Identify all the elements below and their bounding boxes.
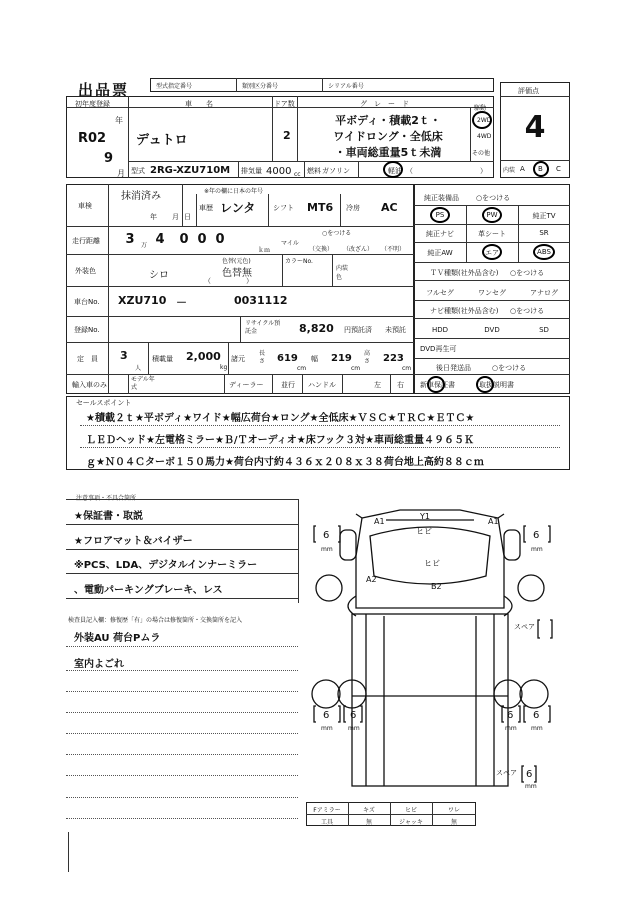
- month-unit: 月: [117, 169, 125, 178]
- paren-close: ）: [480, 167, 487, 175]
- inspector-line: 外装AU 荷台Pムラ: [74, 633, 161, 644]
- mileage-digit: 3: [125, 232, 135, 247]
- tire-mm-unit: mm: [348, 725, 360, 732]
- table-cell: 無: [365, 819, 372, 826]
- insp-year: 年: [150, 213, 157, 221]
- recycle-value: 8,820: [299, 322, 334, 335]
- height-label: 高さ: [364, 350, 371, 365]
- grade-line: ・車両総重量5ｔ未満: [334, 146, 442, 159]
- sales-label: セールスポイント: [76, 399, 132, 407]
- height-unit: cm: [402, 365, 412, 372]
- table-cell: ジャッキ: [399, 819, 423, 826]
- miles-label: マイル: [281, 240, 299, 247]
- damage-mark: A1: [374, 517, 385, 526]
- color-no-label: 色替(元色): [222, 258, 251, 265]
- tv-title: ＴＶ種類(社外品含む): [430, 269, 499, 277]
- class-no-label: 類別区分番号: [242, 83, 279, 90]
- recycle-unit: 円預託済: [344, 326, 372, 334]
- interior-opt-c: C: [556, 165, 561, 173]
- drive-4wd: 4WD: [477, 133, 492, 140]
- car-name-label: 車 名: [185, 100, 213, 108]
- length-unit: cm: [297, 365, 307, 372]
- spare-label: スペア: [514, 623, 535, 631]
- displacement: 4000: [266, 166, 292, 177]
- equip-abs: ABS: [537, 248, 551, 256]
- load-unit: kg: [220, 364, 228, 371]
- damage-mark: A1: [488, 517, 499, 526]
- mileage-digit: 0: [215, 232, 225, 247]
- mileage-digits: [118, 230, 238, 250]
- color-change: 色替無: [222, 268, 252, 279]
- tv-analog: アナログ: [530, 289, 558, 297]
- chassis-label: 車台No.: [74, 298, 100, 306]
- first-reg-year: R02: [78, 131, 107, 146]
- length-value: 619: [277, 353, 298, 364]
- table-header: キズ: [363, 807, 375, 814]
- man-unit: 万: [141, 242, 148, 249]
- equip-air: エア: [485, 249, 499, 257]
- table-cell: 無: [450, 819, 457, 826]
- later-title: 後日発送品: [436, 364, 471, 372]
- meter-exchanged: （交換）: [309, 246, 334, 253]
- exterior-color: シロ: [149, 270, 169, 281]
- navi-sd: SD: [539, 326, 549, 334]
- interior-opt-a: A: [520, 165, 525, 173]
- damage-mark: B2: [431, 582, 442, 591]
- capacity-unit: 人: [135, 365, 142, 372]
- equip-pw-circle: [482, 207, 502, 223]
- load-value: 2,000: [186, 350, 221, 363]
- ac-label: 冷房: [346, 204, 360, 212]
- shift-label: シフト: [273, 204, 294, 212]
- equip-abs-circle: [533, 244, 555, 260]
- equip-air-circle: [482, 244, 502, 260]
- mileage-digit: 0: [179, 232, 189, 247]
- load-label: 積載量: [152, 355, 173, 363]
- navi-hint: ○をつける: [510, 307, 545, 315]
- spare-label: スペア: [496, 769, 517, 777]
- dims-label: 諸元: [231, 355, 245, 363]
- history-value: レンタ: [220, 201, 256, 215]
- note-line: 、電動パーキングブレーキ、レス: [74, 585, 223, 596]
- insp-day: 日: [184, 213, 191, 221]
- year-unit: 年: [115, 116, 123, 125]
- score-value: 4: [524, 110, 546, 145]
- inspector-label: 検査員記入欄：修復歴「有」の場合は修復箇所・交換箇所を記入: [68, 617, 243, 624]
- equip-navi: 純正ナビ: [426, 230, 454, 238]
- tire-mm-unit: mm: [525, 783, 537, 790]
- meter-tampered: （改ざん）: [343, 246, 374, 253]
- door-count: 2: [283, 129, 291, 142]
- grade-label: グ レ ー ド: [360, 100, 409, 108]
- displacement-label: 排気量: [241, 167, 262, 175]
- interior-score-label: 内装: [503, 167, 516, 174]
- drive-label: 駆動: [474, 105, 487, 112]
- color-label: 外装色: [75, 267, 96, 275]
- capacity-value: 3: [120, 349, 128, 362]
- import-label: 輸入車のみ: [72, 381, 107, 389]
- grade-line: 平ボディ・積載2ｔ・: [335, 114, 441, 127]
- tire-depth: 6: [507, 710, 514, 721]
- car-name: デュトロ: [136, 133, 188, 148]
- dvd-playback: DVD再生可: [420, 345, 457, 353]
- equip-tv: 純正TV: [532, 212, 556, 220]
- tire-mm-unit: mm: [321, 725, 333, 732]
- color-no2-label: カラーNo.: [285, 258, 313, 265]
- reg-label: 登録No.: [74, 326, 100, 334]
- later-warranty: 新車保証書: [420, 381, 455, 389]
- tire-rear-left: [312, 680, 340, 708]
- tire-depth: 6: [323, 710, 330, 721]
- doors-label: ドア数: [274, 100, 295, 108]
- tire-front-right: [518, 575, 544, 601]
- interior-opt-b: B: [538, 165, 543, 173]
- model-code: 2RG-XZU710M: [150, 165, 231, 176]
- model-label: 型式: [131, 167, 145, 175]
- handle-left: 左: [374, 381, 381, 389]
- note-line: ★フロアマット＆バイザー: [74, 536, 193, 547]
- shift-value: MT6: [307, 201, 334, 214]
- tire-mm-unit: mm: [321, 546, 333, 553]
- tire-front-left: [316, 575, 342, 601]
- tire-depth: 6: [350, 710, 357, 721]
- table-header: ヒビ: [404, 807, 417, 814]
- navi-title: ナビ種類(社外品含む): [430, 307, 499, 315]
- navi-hdd: HDD: [431, 326, 449, 334]
- fuel-label: 燃料: [307, 167, 321, 175]
- inspection-status: 抹消済み: [121, 191, 161, 202]
- chassis-number: 0031112: [234, 294, 288, 307]
- drive-other: その他: [472, 150, 491, 157]
- paren-open: （: [406, 167, 413, 175]
- inspection-label: 車検: [78, 202, 92, 210]
- sales-line: ＬＥＤヘッド★左電格ミラー★Ｂ/Ｔオーディオ★床フック３対★車両総重量４９６５Ｋ: [86, 435, 475, 446]
- chassis-prefix: XZU710: [118, 294, 167, 307]
- height-value: 223: [383, 353, 404, 364]
- tire-mm-unit: mm: [531, 546, 543, 553]
- ac-value: AC: [381, 201, 398, 214]
- recycle-label: リサイクル預託金: [245, 320, 281, 335]
- equip-ps-circle: [430, 207, 450, 223]
- color-paren: （ ）: [204, 277, 253, 285]
- note-line: ※PCS、LDA、デジタルインナーミラー: [74, 560, 258, 571]
- damage-mark: ヒビ: [424, 559, 440, 568]
- insp-note: ※年の欄に日本の年号: [204, 188, 264, 195]
- insp-month: 月: [172, 213, 179, 221]
- cc-unit: cc: [294, 171, 301, 178]
- table-header: Fアミラー: [313, 807, 341, 814]
- mileage-digit: 4: [155, 232, 165, 247]
- history-label: 車歴: [199, 204, 213, 212]
- tire-depth: 6: [533, 530, 540, 541]
- serial-label: シリアル番号: [328, 83, 364, 90]
- damage-mark: A2: [366, 575, 377, 584]
- tv-fullseg: フルセグ: [426, 289, 454, 297]
- length-label: 長さ: [259, 350, 266, 365]
- fuel-selected-circle: [383, 161, 403, 178]
- mileage-digit: 0: [197, 232, 207, 247]
- recycle-none: 未預託: [385, 326, 406, 334]
- capacity-label: 定 員: [77, 355, 98, 363]
- width-label: 幅: [311, 355, 318, 363]
- parallel-label: 並行: [281, 381, 295, 389]
- meter-hint: ○をつける: [322, 230, 352, 237]
- grade-line: ワイドロング・全低床: [333, 130, 443, 143]
- table-cell: 工具: [320, 819, 333, 826]
- model-year-label: モデル年式: [131, 376, 155, 391]
- dealer-label: ディーラー: [229, 381, 264, 389]
- tv-hint: ○をつける: [510, 269, 545, 277]
- fuel-gasoline: ガソリン: [322, 167, 350, 175]
- bed-outline: [352, 614, 508, 786]
- later-manual: 取扱説明書: [479, 381, 514, 389]
- spare-value: 6: [526, 769, 533, 780]
- notes-label: 注意事項・不具合箇所: [76, 495, 137, 502]
- width-unit: cm: [351, 365, 361, 372]
- navi-dvd: DVD: [484, 326, 500, 334]
- later-warranty-circle: [427, 376, 445, 393]
- damage-mark: ヒビ: [416, 527, 432, 536]
- chassis-dash: －: [176, 296, 187, 309]
- tire-mm-unit: mm: [531, 725, 543, 732]
- equip-ps: PS: [435, 211, 445, 219]
- handle-label: ハンドル: [308, 381, 336, 389]
- tv-oneseg: ワンセグ: [478, 289, 506, 297]
- equip-aw: 純正AW: [427, 249, 453, 257]
- table-header: ワレ: [447, 807, 460, 814]
- first-reg-label: 初年度登録: [75, 100, 110, 108]
- sales-line: ★積載２ｔ★平ボディ★ワイド★幅広荷台★ロング★全低床★ＶＳＣ★ＴＲＣ★ＥＴＣ★: [86, 413, 475, 424]
- damage-mark: Y1: [420, 512, 430, 521]
- later-manual-circle: [476, 376, 494, 393]
- grade-text: [308, 113, 468, 161]
- inspector-line: 室内よごれ: [74, 659, 124, 670]
- vehicle-damage-diagram: [300, 496, 560, 796]
- tire-rear-right: [520, 680, 548, 708]
- mileage-label: 走行距離: [72, 237, 100, 245]
- interior-color-label: 内装色: [336, 265, 349, 281]
- page-title: 出品票: [78, 81, 130, 99]
- note-line: ★保証書・取説: [74, 511, 143, 522]
- equip-pw: PW: [486, 211, 498, 219]
- equip-sr: SR: [539, 229, 549, 237]
- equipment-title: 純正装備品: [424, 194, 459, 202]
- width-value: 219: [331, 353, 352, 364]
- later-hint: ○をつける: [492, 364, 527, 372]
- km-unit: ｋｍ: [258, 247, 271, 254]
- equip-leather: 革シート: [478, 230, 506, 238]
- equipment-hint: ○をつける: [476, 194, 511, 202]
- type-no-label: 型式指定番号: [156, 83, 193, 90]
- fuel-diesel: 軽油: [388, 167, 402, 175]
- tire-mm-unit: mm: [505, 725, 517, 732]
- tire-depth: 6: [533, 710, 540, 721]
- interior-selected-circle: [533, 161, 549, 177]
- drive-2wd: 2WD: [477, 117, 492, 124]
- drive-selected-circle: [472, 111, 492, 129]
- tire-depth: 6: [323, 530, 330, 541]
- sales-line: ｇ★Ｎ０４Ｃターボ１５０馬力★荷台内寸約４３６ｘ２０８ｘ３８荷台地上高約８８ｃｍ: [86, 457, 484, 468]
- score-label: 評価点: [518, 87, 539, 95]
- meter-unknown: （不明）: [381, 246, 406, 253]
- first-reg-month: 9: [104, 151, 114, 166]
- handle-right: 右: [397, 381, 404, 389]
